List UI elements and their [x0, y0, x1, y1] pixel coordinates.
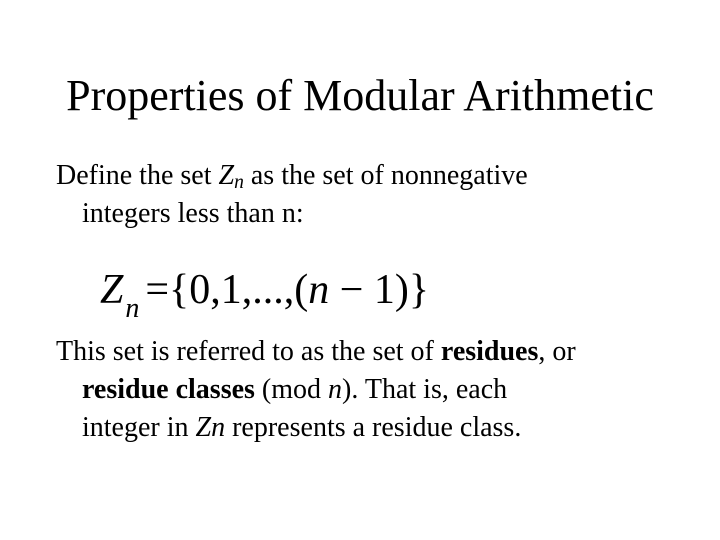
residues-line-2-suffix: ). That is, each	[342, 374, 508, 405]
residues-paragraph	[56, 333, 576, 447]
formula-rhs-close: − 1)}	[329, 267, 430, 313]
formula-rhs-open: ={0,1,...,(	[145, 267, 309, 313]
residues-text-suffix: , or	[538, 336, 576, 367]
residues-line-3-suffix: represents a residue class.	[225, 412, 522, 443]
residues-line-1	[56, 333, 576, 371]
set-variable: Z	[218, 160, 235, 191]
term-residues: residues	[440, 336, 539, 367]
zn-reference: Zn	[195, 412, 226, 443]
definition-line-2: integers less than n:	[82, 198, 304, 229]
residues-line-3	[56, 409, 576, 447]
residues-line-2	[56, 371, 576, 409]
set-subscript: n	[234, 172, 244, 193]
slide-title: Properties of Modular Arithmetic	[66, 71, 654, 120]
definition-paragraph	[56, 157, 528, 233]
formula-variable: Z	[100, 267, 124, 313]
mod-n: n	[328, 374, 343, 405]
definition-text-prefix: Define the set	[56, 160, 219, 191]
term-residue-classes: residue classes	[82, 374, 255, 405]
formula-rhs-n: n	[308, 267, 330, 313]
set-formula	[100, 262, 429, 322]
mod-text: (mod	[254, 374, 329, 405]
formula-subscript: n	[125, 293, 140, 324]
definition-line-1	[56, 157, 528, 195]
residues-line-3-prefix: integer in	[82, 412, 196, 443]
definition-text-suffix: as the set of nonnegative	[243, 160, 528, 191]
residues-text-prefix: This set is referred to as the set of	[56, 336, 441, 367]
